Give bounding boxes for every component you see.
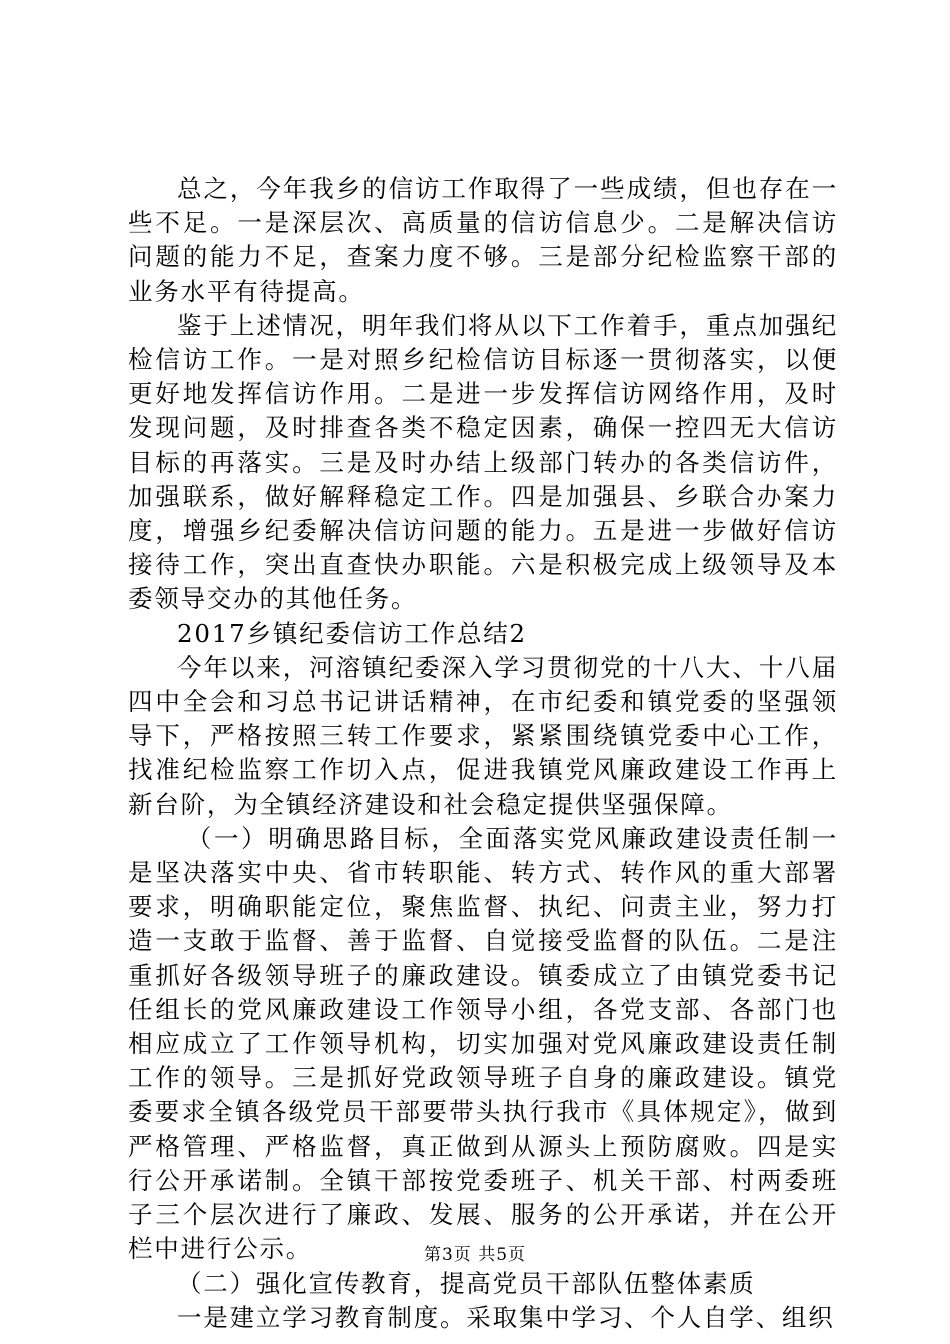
document-body xyxy=(128,172,838,1335)
paragraph-intro: 今年以来，河溶镇纪委深入学习贯彻党的十八大、十八届四中全会和习总书记讲话精神，在市纪委和镇党委的坚强领导下，严格按照三转工作要求，紧紧围绕镇党委中心工作，找准纪检监察工作切入点，促进我镇党风廉政建设工作再上新台阶，为全镇经济建设和社会稳定提供坚强保障。 xyxy=(128,652,838,819)
paragraph-section-one: （一）明确思路目标，全面落实党风廉政建设责任制一是坚决落实中央、省市转职能、转方式、转作风的重大部署要求，明确职能定位，聚焦监督、执纪、问责主业，努力打造一支敢于监督、善于监督、自觉接受监督的队伍。二是注重抓好各级领导班子的廉政建设。镇委成立了由镇党委书记任组长的党风廉政建设工作领导小组，各党支部、各部门也相应成立了工作领导机构，切实加强对党风廉政建设责任制工作的领导。三是抓好党政领导班子自身的廉政建设。镇党委要求全镇各级党员干部要带头执行我市《具体规定》，做到严格管理、严格监督，真正做到从源头上预防腐败。四是实行公开承诺制。全镇干部按党委班子、机关干部、村两委班子三个层次进行了廉政、发展、服务的公开承诺，并在公开栏中进行公示。 xyxy=(128,823,838,1264)
subheading-section-two: （二）强化宣传教育，提高党员干部队伍整体素质 xyxy=(177,1268,756,1298)
section-title: 2017乡镇纪委信访工作总结2 xyxy=(177,618,527,648)
page-footer: 第3页 共5页 xyxy=(423,1245,527,1265)
paragraph-next-year-plan: 鉴于上述情况，明年我们将从以下工作着手，重点加强纪检信访工作。一是对照乡纪检信访目标逐一贯彻落实，以便更好地发挥信访作用。二是进一步发挥信访网络作用，及时发现问题，及时排查各类不稳定因素，确保一控四无大信访目标的再落实。三是及时办结上级部门转办的各类信访件，加强联系，做好解释稳定工作。四是加强县、乡联合办案力度，增强乡纪委解决信访问题的能力。五是进一步做好信访接待工作，突出直查快办职能。六是积极完成上级领导及本委领导交办的其他任务。 xyxy=(128,310,838,614)
paragraph-last: 一是建立学习教育制度。采取集中学习、个人自学、组织 xyxy=(177,1302,835,1332)
paragraph-summary: 总之，今年我乡的信访工作取得了一些成绩，但也存在一些不足。一是深层次、高质量的信访信息少。二是解决信访问题的能力不足，查案力度不够。三是部分纪检监察干部的业务水平有待提高。 xyxy=(128,174,838,306)
